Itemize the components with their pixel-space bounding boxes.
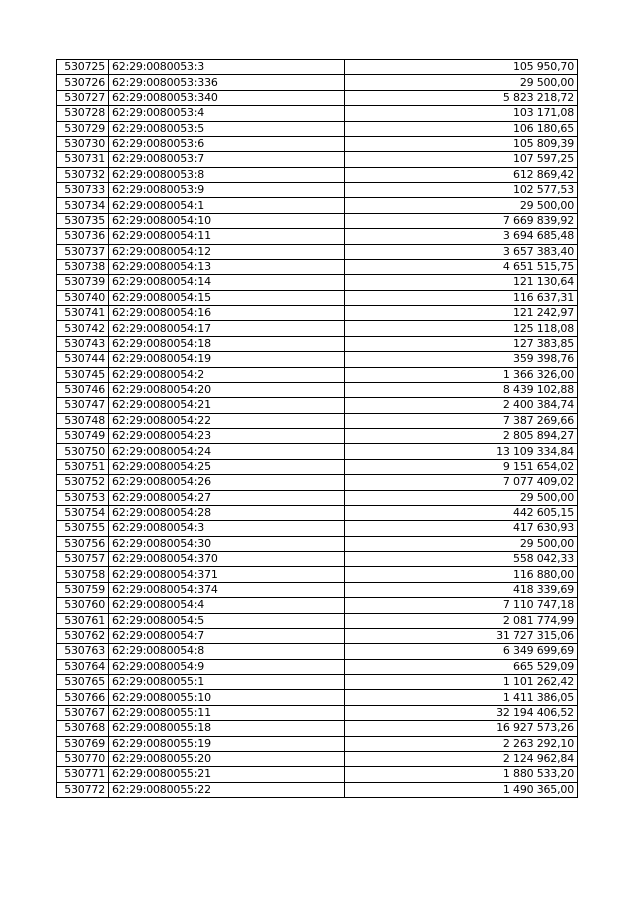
table-row [57, 106, 578, 121]
table-row [57, 628, 578, 643]
table-row [57, 183, 578, 198]
cadastral-value-cell: 105 950,70 [345, 60, 578, 75]
row-number-cell: 530764 [57, 659, 109, 674]
cadastral-number-cell: 62:29:0080055:22 [109, 782, 345, 797]
cadastral-number-cell: 62:29:0080054:2 [109, 367, 345, 382]
row-number-cell: 530730 [57, 136, 109, 151]
table-row [57, 690, 578, 705]
table-row [57, 721, 578, 736]
cadastral-number-cell: 62:29:0080055:11 [109, 705, 345, 720]
row-number-cell: 530772 [57, 782, 109, 797]
cadastral-value-cell: 2 805 894,27 [345, 429, 578, 444]
cadastral-number-cell: 62:29:0080053:3 [109, 60, 345, 75]
table-row [57, 782, 578, 797]
table-row [57, 521, 578, 536]
table-row [57, 613, 578, 628]
table-row [57, 336, 578, 351]
table-row [57, 459, 578, 474]
cadastral-value-cell: 1 411 386,05 [345, 690, 578, 705]
cadastral-value-cell: 106 180,65 [345, 121, 578, 136]
cadastral-value-cell: 29 500,00 [345, 75, 578, 90]
row-number-cell: 530754 [57, 505, 109, 520]
row-number-cell: 530751 [57, 459, 109, 474]
cadastral-number-cell: 62:29:0080055:20 [109, 751, 345, 766]
cadastral-value-cell: 16 927 573,26 [345, 721, 578, 736]
table-row [57, 582, 578, 597]
cadastral-number-cell: 62:29:0080055:21 [109, 767, 345, 782]
cadastral-value-cell: 359 398,76 [345, 352, 578, 367]
table-row [57, 598, 578, 613]
cadastral-number-cell: 62:29:0080054:13 [109, 259, 345, 274]
table-row [57, 736, 578, 751]
table-row [57, 167, 578, 182]
cadastral-number-cell: 62:29:0080054:25 [109, 459, 345, 474]
table-row [57, 382, 578, 397]
row-number-cell: 530744 [57, 352, 109, 367]
row-number-cell: 530743 [57, 336, 109, 351]
cadastral-number-cell: 62:29:0080054:28 [109, 505, 345, 520]
cadastral-number-cell: 62:29:0080054:30 [109, 536, 345, 551]
row-number-cell: 530756 [57, 536, 109, 551]
table-row [57, 321, 578, 336]
cadastral-value-cell: 1 880 533,20 [345, 767, 578, 782]
row-number-cell: 530758 [57, 567, 109, 582]
cadastral-number-cell: 62:29:0080054:24 [109, 444, 345, 459]
table-row [57, 552, 578, 567]
table-row [57, 136, 578, 151]
row-number-cell: 530757 [57, 552, 109, 567]
row-number-cell: 530748 [57, 413, 109, 428]
cadastral-number-cell: 62:29:0080054:9 [109, 659, 345, 674]
cadastral-value-cell: 7 110 747,18 [345, 598, 578, 613]
cadastral-value-cell: 29 500,00 [345, 198, 578, 213]
cadastral-value-cell: 31 727 315,06 [345, 628, 578, 643]
cadastral-number-cell: 62:29:0080054:19 [109, 352, 345, 367]
cadastral-number-cell: 62:29:0080054:14 [109, 275, 345, 290]
table-row [57, 567, 578, 582]
table-row [57, 767, 578, 782]
row-number-cell: 530753 [57, 490, 109, 505]
cadastral-value-cell: 2 400 384,74 [345, 398, 578, 413]
cadastral-number-cell: 62:29:0080054:27 [109, 490, 345, 505]
cadastral-number-cell: 62:29:0080054:5 [109, 613, 345, 628]
table-row [57, 644, 578, 659]
row-number-cell: 530734 [57, 198, 109, 213]
cadastral-value-cell: 4 651 515,75 [345, 259, 578, 274]
cadastral-number-cell: 62:29:0080054:22 [109, 413, 345, 428]
table-row [57, 229, 578, 244]
row-number-cell: 530739 [57, 275, 109, 290]
table-row [57, 90, 578, 105]
table-row [57, 244, 578, 259]
table-row [57, 659, 578, 674]
cadastral-value-cell: 2 081 774,99 [345, 613, 578, 628]
cadastral-number-cell: 62:29:0080053:8 [109, 167, 345, 182]
row-number-cell: 530745 [57, 367, 109, 382]
row-number-cell: 530731 [57, 152, 109, 167]
table-row [57, 413, 578, 428]
cadastral-value-cell: 558 042,33 [345, 552, 578, 567]
cadastral-value-cell: 3 694 685,48 [345, 229, 578, 244]
table-row [57, 675, 578, 690]
cadastral-number-cell: 62:29:0080054:23 [109, 429, 345, 444]
cadastral-value-cell: 125 118,08 [345, 321, 578, 336]
cadastral-value-cell: 107 597,25 [345, 152, 578, 167]
cadastral-number-cell: 62:29:0080054:371 [109, 567, 345, 582]
table-row [57, 352, 578, 367]
cadastral-number-cell: 62:29:0080054:12 [109, 244, 345, 259]
cadastral-number-cell: 62:29:0080053:4 [109, 106, 345, 121]
table-row [57, 306, 578, 321]
cadastral-value-cell: 8 439 102,88 [345, 382, 578, 397]
table-row [57, 367, 578, 382]
row-number-cell: 530727 [57, 90, 109, 105]
table-row [57, 751, 578, 766]
cadastral-value-cell: 2 263 292,10 [345, 736, 578, 751]
cadastral-value-cell: 612 869,42 [345, 167, 578, 182]
row-number-cell: 530771 [57, 767, 109, 782]
cadastral-value-cell: 116 637,31 [345, 290, 578, 305]
cadastral-number-cell: 62:29:0080055:10 [109, 690, 345, 705]
cadastral-number-cell: 62:29:0080054:21 [109, 398, 345, 413]
cadastral-number-cell: 62:29:0080054:17 [109, 321, 345, 336]
cadastral-number-cell: 62:29:0080054:1 [109, 198, 345, 213]
cadastral-number-cell: 62:29:0080054:20 [109, 382, 345, 397]
row-number-cell: 530749 [57, 429, 109, 444]
cadastral-number-cell: 62:29:0080053:336 [109, 75, 345, 90]
cadastral-value-cell: 9 151 654,02 [345, 459, 578, 474]
cadastral-value-cell: 5 823 218,72 [345, 90, 578, 105]
cadastral-number-cell: 62:29:0080055:19 [109, 736, 345, 751]
cadastral-value-cell: 442 605,15 [345, 505, 578, 520]
table-row [57, 75, 578, 90]
cadastral-value-cell: 29 500,00 [345, 490, 578, 505]
row-number-cell: 530735 [57, 213, 109, 228]
cadastral-value-cell: 102 577,53 [345, 183, 578, 198]
row-number-cell: 530726 [57, 75, 109, 90]
row-number-cell: 530766 [57, 690, 109, 705]
cadastral-value-cell: 116 880,00 [345, 567, 578, 582]
table-row [57, 259, 578, 274]
row-number-cell: 530729 [57, 121, 109, 136]
cadastral-value-cell: 7 387 269,66 [345, 413, 578, 428]
cadastral-value-cell: 3 657 383,40 [345, 244, 578, 259]
cadastral-value-cell: 1 101 262,42 [345, 675, 578, 690]
row-number-cell: 530728 [57, 106, 109, 121]
cadastral-number-cell: 62:29:0080054:26 [109, 475, 345, 490]
row-number-cell: 530761 [57, 613, 109, 628]
cadastral-number-cell: 62:29:0080054:4 [109, 598, 345, 613]
row-number-cell: 530752 [57, 475, 109, 490]
cadastral-value-cell: 665 529,09 [345, 659, 578, 674]
cadastral-number-cell: 62:29:0080053:340 [109, 90, 345, 105]
cadastral-number-cell: 62:29:0080055:1 [109, 675, 345, 690]
row-number-cell: 530740 [57, 290, 109, 305]
cadastral-value-cell: 121 130,64 [345, 275, 578, 290]
cadastral-number-cell: 62:29:0080053:6 [109, 136, 345, 151]
table-row [57, 444, 578, 459]
table-row [57, 490, 578, 505]
cadastral-number-cell: 62:29:0080054:11 [109, 229, 345, 244]
table-row [57, 705, 578, 720]
cadastral-value-cell: 29 500,00 [345, 536, 578, 551]
table-row [57, 429, 578, 444]
cadastral-value-cell: 127 383,85 [345, 336, 578, 351]
cadastral-value-cell: 6 349 699,69 [345, 644, 578, 659]
cadastral-number-cell: 62:29:0080053:7 [109, 152, 345, 167]
row-number-cell: 530746 [57, 382, 109, 397]
cadastral-number-cell: 62:29:0080053:9 [109, 183, 345, 198]
cadastral-value-cell: 103 171,08 [345, 106, 578, 121]
table-row [57, 398, 578, 413]
cadastral-value-cell: 105 809,39 [345, 136, 578, 151]
row-number-cell: 530732 [57, 167, 109, 182]
cadastral-number-cell: 62:29:0080054:8 [109, 644, 345, 659]
table-body [57, 60, 578, 798]
cadastral-number-cell: 62:29:0080054:16 [109, 306, 345, 321]
row-number-cell: 530741 [57, 306, 109, 321]
table-row [57, 290, 578, 305]
cadastral-number-cell: 62:29:0080053:5 [109, 121, 345, 136]
row-number-cell: 530738 [57, 259, 109, 274]
row-number-cell: 530762 [57, 628, 109, 643]
table-row [57, 536, 578, 551]
cadastral-number-cell: 62:29:0080055:18 [109, 721, 345, 736]
row-number-cell: 530736 [57, 229, 109, 244]
row-number-cell: 530742 [57, 321, 109, 336]
row-number-cell: 530763 [57, 644, 109, 659]
cadastral-number-cell: 62:29:0080054:3 [109, 521, 345, 536]
cadastral-value-cell: 13 109 334,84 [345, 444, 578, 459]
table-row [57, 152, 578, 167]
cadastral-value-table [56, 59, 578, 798]
row-number-cell: 530769 [57, 736, 109, 751]
table-row [57, 505, 578, 520]
cadastral-value-cell: 7 669 839,92 [345, 213, 578, 228]
cadastral-number-cell: 62:29:0080054:7 [109, 628, 345, 643]
row-number-cell: 530759 [57, 582, 109, 597]
cadastral-number-cell: 62:29:0080054:374 [109, 582, 345, 597]
table-row [57, 198, 578, 213]
row-number-cell: 530747 [57, 398, 109, 413]
row-number-cell: 530737 [57, 244, 109, 259]
row-number-cell: 530767 [57, 705, 109, 720]
cadastral-number-cell: 62:29:0080054:18 [109, 336, 345, 351]
table-row [57, 213, 578, 228]
cadastral-value-cell: 2 124 962,84 [345, 751, 578, 766]
row-number-cell: 530760 [57, 598, 109, 613]
cadastral-number-cell: 62:29:0080054:15 [109, 290, 345, 305]
cadastral-value-cell: 7 077 409,02 [345, 475, 578, 490]
row-number-cell: 530768 [57, 721, 109, 736]
cadastral-value-cell: 417 630,93 [345, 521, 578, 536]
cadastral-value-cell: 1 366 326,00 [345, 367, 578, 382]
cadastral-value-cell: 121 242,97 [345, 306, 578, 321]
row-number-cell: 530733 [57, 183, 109, 198]
cadastral-value-cell: 32 194 406,52 [345, 705, 578, 720]
table-row [57, 60, 578, 75]
row-number-cell: 530750 [57, 444, 109, 459]
cadastral-number-cell: 62:29:0080054:10 [109, 213, 345, 228]
table-row [57, 475, 578, 490]
table-row [57, 121, 578, 136]
row-number-cell: 530725 [57, 60, 109, 75]
row-number-cell: 530755 [57, 521, 109, 536]
cadastral-number-cell: 62:29:0080054:370 [109, 552, 345, 567]
cadastral-value-cell: 1 490 365,00 [345, 782, 578, 797]
table-row [57, 275, 578, 290]
cadastral-value-cell: 418 339,69 [345, 582, 578, 597]
row-number-cell: 530765 [57, 675, 109, 690]
row-number-cell: 530770 [57, 751, 109, 766]
